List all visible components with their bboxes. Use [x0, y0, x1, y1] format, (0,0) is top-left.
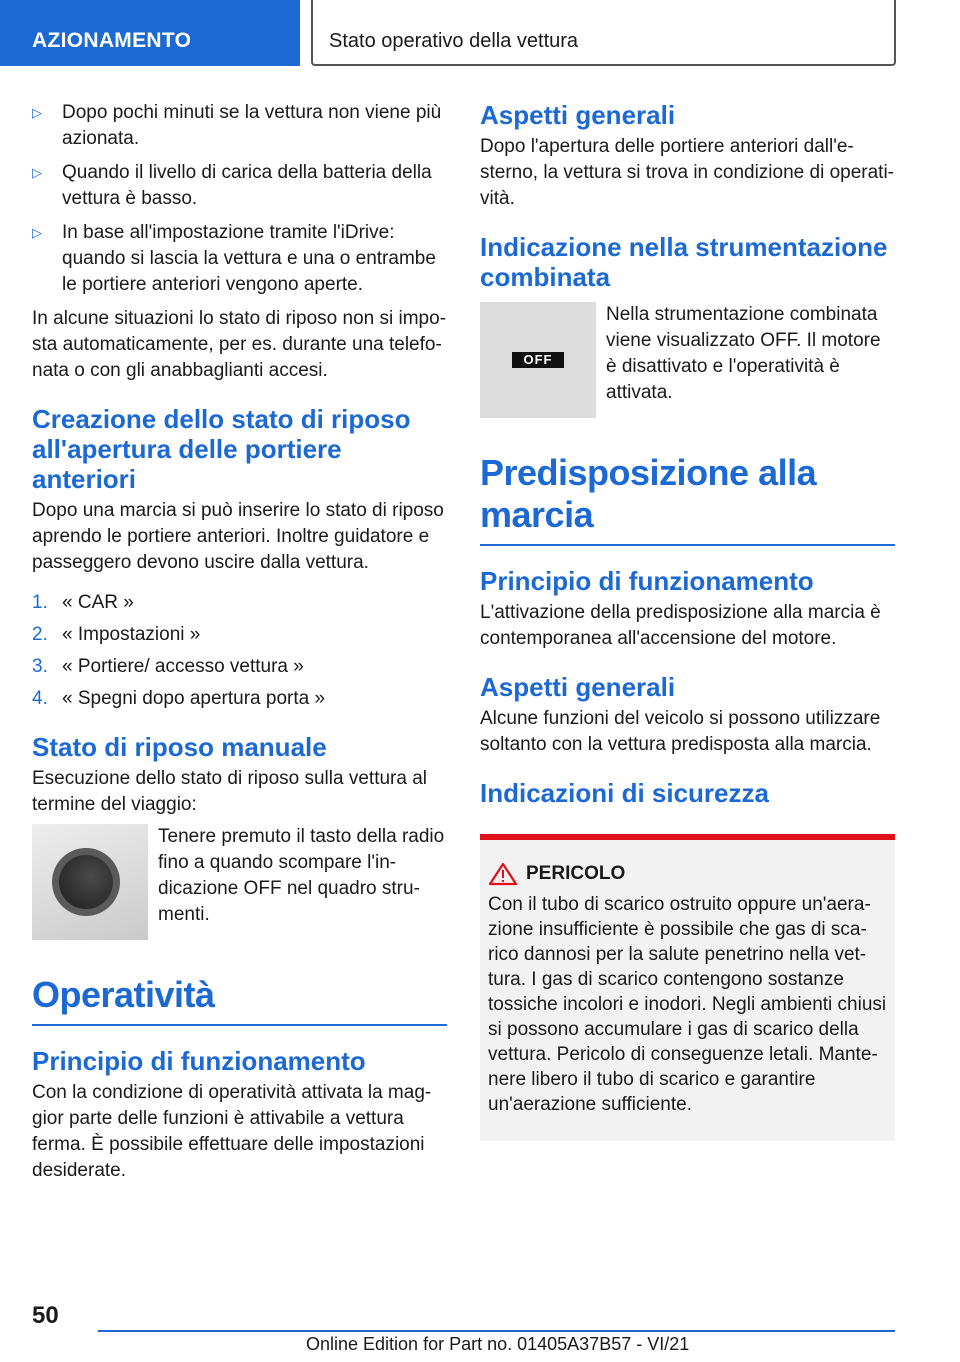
- step-list: [32, 590, 447, 712]
- heading-sicurezza: Indicazioni di sicurezza: [480, 778, 769, 808]
- page-header: [0, 0, 960, 66]
- list-item: 4. « Spegni dopo apertura porta »: [32, 688, 326, 709]
- left-column: [32, 100, 447, 1190]
- figure-row: [32, 824, 447, 940]
- list-item: ▷ Quando il livello di carica della batteria della vettura è basso.: [32, 162, 432, 209]
- warning-triangle-icon: [488, 862, 518, 886]
- heading-aspetti-generali: Aspetti generali: [480, 672, 676, 702]
- paragraph: Esecuzione dello stato di riposo sulla vettura al termine del viaggio:: [32, 768, 428, 815]
- figure-caption: Tenere premuto il tasto della radio fino a quando scompare l'indicazione OFF nel quadro strumenti.: [158, 826, 445, 925]
- radio-knob-image: [32, 824, 148, 940]
- off-indicator: OFF: [512, 352, 564, 368]
- heading-indicazione: Indicazione nella strumentazione combinata: [480, 232, 888, 292]
- list-item: ▷ Dopo pochi minuti se la vettura non viene più azionata.: [32, 102, 442, 149]
- heading-principio: Principio di funzionamento: [480, 566, 814, 596]
- heading-manuale: Stato di riposo manuale: [32, 732, 327, 762]
- page-number: 50: [32, 1302, 59, 1329]
- paragraph: L'attivazione della predisposizione alla marcia è contemporanea all'accensione del motore.: [480, 602, 881, 649]
- heading-creazione: Creazione dello stato di riposo all'apertura delle portiere anteriori: [32, 404, 411, 494]
- triangle-bullet-icon: ▷: [32, 105, 42, 120]
- heading-operativita: Operatività: [32, 974, 447, 1026]
- instrument-cluster-image: [480, 302, 596, 418]
- right-column: [480, 100, 895, 1141]
- triangle-bullet-icon: ▷: [32, 165, 42, 180]
- paragraph: In alcune situazioni lo stato di riposo non si imposta automaticamente, per es. durante una telefonata o con gli anabbaglianti accesi.: [32, 308, 447, 381]
- edition-info: Online Edition for Part no. 01405A37B57 - VI/21: [306, 1334, 690, 1354]
- figure-row: [480, 302, 895, 418]
- triangle-bullet-icon: ▷: [32, 225, 42, 240]
- list-item: 3. « Portiere/ accesso vettura »: [32, 656, 304, 677]
- paragraph: Alcune funzioni del veicolo si possono utilizzare soltanto con la vettura predisposta alla marcia.: [480, 708, 881, 755]
- paragraph: Con la condizione di operatività attivata la maggior parte delle funzioni è attivabile a vettura ferma. È possibile effettuare delle impostazioni desiderate.: [32, 1082, 432, 1181]
- chapter-title: Stato operativo della vettura: [311, 0, 896, 66]
- list-item: ▷ In base all'impostazione tramite l'iDrive: quando si lascia la vettura e una o entrambe le portiere anteriori vengono aperte.: [32, 222, 436, 295]
- section-tab: AZIONAMENTO: [0, 0, 300, 66]
- figure-caption: Nella strumentazione combinata viene visualizzato OFF. Il motore è disattivato e l'operatività è attivata.: [606, 304, 881, 403]
- bullet-list: [32, 100, 447, 298]
- list-item: 1. « CAR »: [32, 592, 134, 613]
- danger-title: PERICOLO: [526, 863, 626, 884]
- heading-aspetti-generali: Aspetti generali: [480, 100, 676, 130]
- paragraph: Dopo l'apertura delle portiere anteriori dall'esterno, la vettura si trova in condizione di operatività.: [480, 136, 894, 209]
- page-footer: [0, 1290, 960, 1362]
- heading-principio: Principio di funzionamento: [32, 1046, 366, 1076]
- paragraph: Dopo una marcia si può inserire lo stato di riposo aprendo le portiere anteriori. Inoltre guidatore e passeggero devono uscire dalla vettura.: [32, 500, 444, 573]
- list-item: 2. « Impostazioni »: [32, 624, 201, 645]
- danger-box: [480, 834, 895, 1141]
- footer-divider: [98, 1330, 895, 1332]
- danger-header: [488, 862, 887, 886]
- danger-text: Con il tubo di scarico ostruito oppure un'aerazione insufficiente è possibile che gas di scarico dannosi per la salute penetrino nella vettura. I gas di scarico contengono sostanze tossiche incolori e inodori. Negli ambienti chiusi si possono accumulare i gas di scarico della vettura. Pericolo di conseguenze letali. Mantenere libero il tubo di scarico e garantire un'aerazione sufficiente.: [488, 894, 887, 1115]
- heading-predisposizione: Predisposizione alla marcia: [480, 452, 895, 546]
